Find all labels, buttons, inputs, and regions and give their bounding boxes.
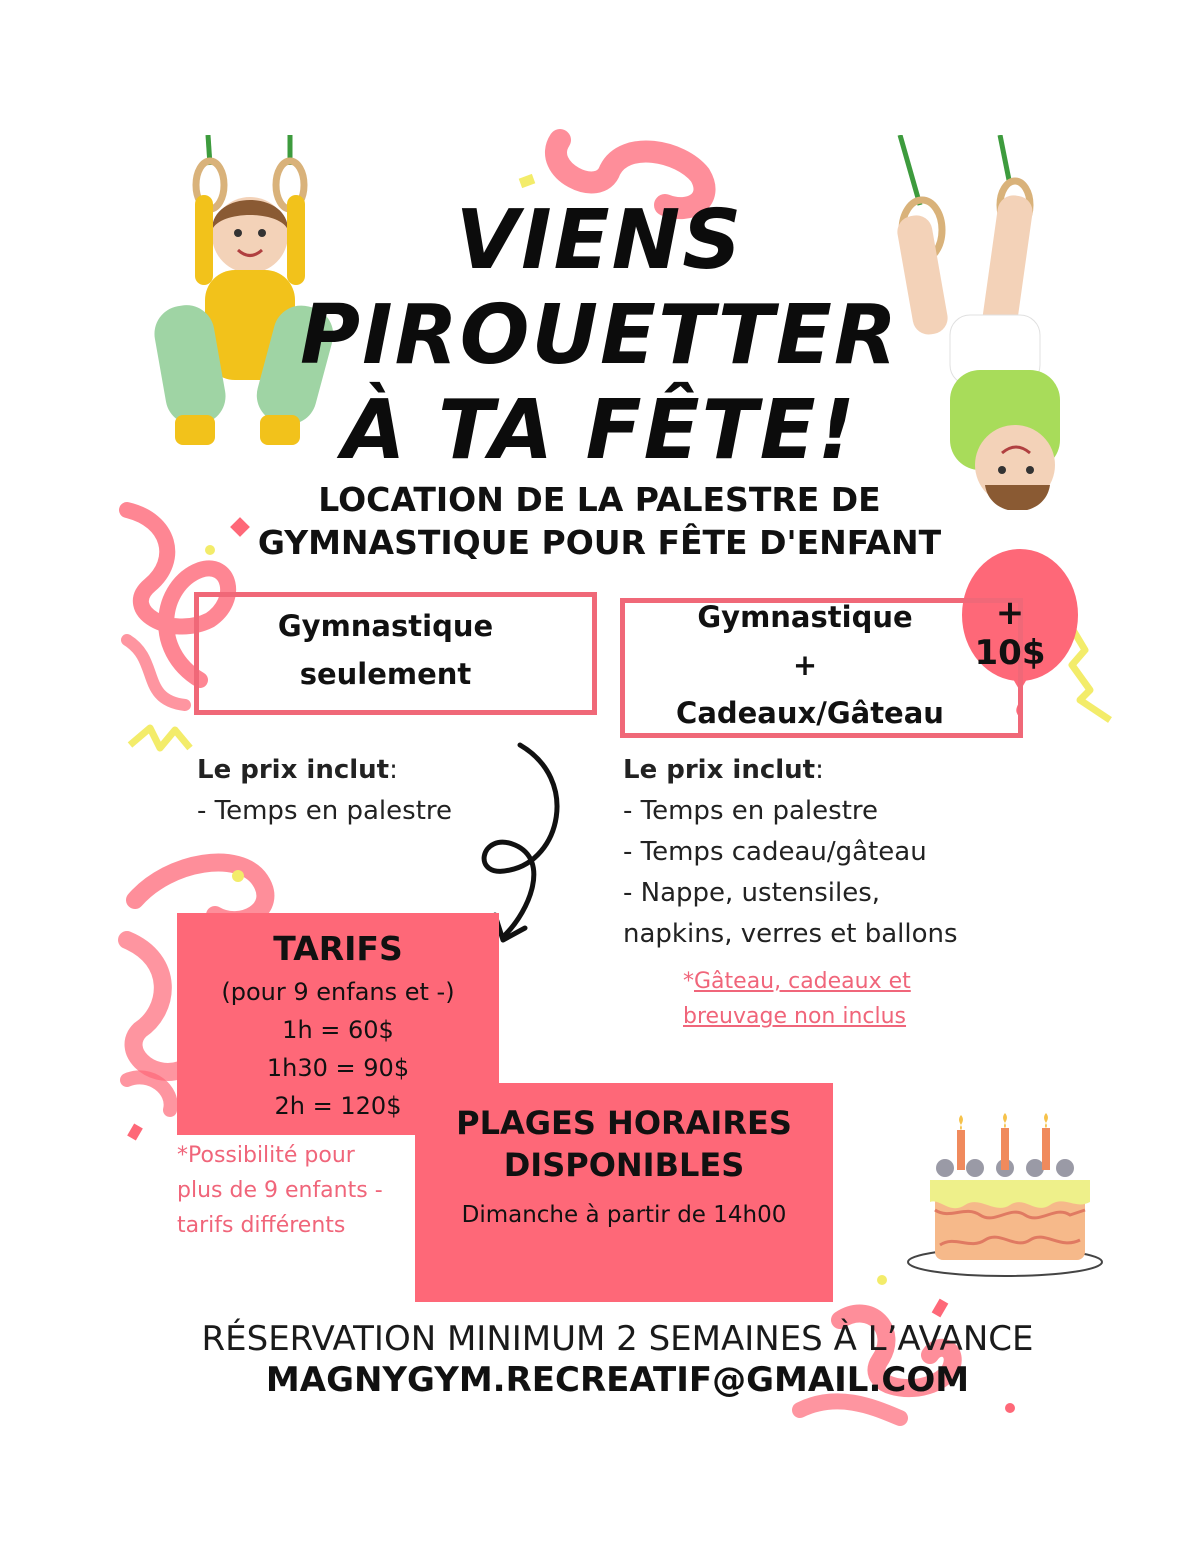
headline-line-2: PIROUETTER — [300, 288, 899, 383]
option-1-line-1: Gymnastique — [277, 609, 494, 643]
headline-line-1: VIENS — [455, 193, 744, 288]
tarifs-note-line: plus de 9 enfants - — [177, 1178, 383, 1203]
option-2-line-3: Cadeaux/Gâteau — [676, 696, 944, 730]
birthday-cake-illustration — [905, 1110, 1105, 1280]
ribbon-left-mid — [135, 863, 265, 921]
tarif-rate: 1h30 = 90$ — [266, 1054, 410, 1082]
time-slots-heading-2: DISPONIBLES — [503, 1146, 745, 1184]
tarifs-subheading: (pour 9 enfans et -) — [221, 978, 455, 1006]
confetti-4 — [127, 1123, 143, 1140]
confetti-5 — [877, 1275, 887, 1285]
reservation-notice: RÉSERVATION MINIMUM 2 SEMAINES À L’AVANCE — [201, 1319, 1034, 1359]
time-slots-detail: Dimanche à partir de 14h00 — [461, 1202, 787, 1228]
option-2-include-item: - Temps en palestre — [623, 796, 878, 826]
option-2-includes-colon: : — [815, 755, 824, 785]
option-1-include-item: - Temps en palestre — [197, 796, 452, 826]
contact-email: MAGNYGYM.RECREATIF@GMAIL.COM — [265, 1360, 970, 1400]
tarif-rate: 1h = 60$ — [282, 1016, 394, 1044]
tarifs-heading: TARIFS — [273, 929, 403, 968]
option-2-include-item: napkins, verres et ballons — [623, 919, 958, 949]
option-2-includes — [623, 750, 1003, 955]
ribbon-bottom-2 — [800, 1401, 900, 1418]
option-2-extra-price: + 10$ — [974, 593, 1046, 673]
option-2-include-item: - Nappe, ustensiles, — [623, 878, 881, 908]
tarif-rate: 2h = 120$ — [274, 1092, 402, 1120]
subtitle-line-2: GYMNASTIQUE POUR FÊTE D'ENFANT — [257, 523, 942, 562]
time-slots-content — [415, 1102, 833, 1232]
note-star: * — [683, 969, 694, 994]
subtitle-line-1: LOCATION DE LA PALESTRE DE — [318, 480, 881, 519]
option-2-line-1: Gymnastique — [697, 600, 913, 634]
confetti-6 — [932, 1299, 949, 1318]
confetti-7 — [1005, 1403, 1015, 1413]
confetti-8 — [232, 870, 244, 882]
option-2-plus: + — [792, 648, 818, 682]
option-1-line-2: seulement — [299, 657, 472, 691]
tarifs-note-line: *Possibilité pour — [177, 1143, 355, 1168]
ribbon-left-low — [127, 940, 180, 1072]
time-slots-heading-1: PLAGES HORAIRES — [456, 1104, 792, 1142]
zigzag-left — [130, 728, 190, 748]
ribbon-tarif — [127, 1077, 171, 1110]
option-1-includes — [197, 750, 517, 832]
note-line-2: breuvage non inclus — [683, 1004, 907, 1029]
tarifs-note-line: tarifs différents — [177, 1213, 346, 1238]
option-1-includes-heading: Le prix inclut — [197, 755, 390, 785]
option-2-exclusion-note — [683, 964, 943, 1034]
option-2-include-item: - Temps cadeau/gâteau — [623, 837, 927, 867]
note-line-1: Gâteau, cadeaux et — [694, 969, 911, 994]
confetti-1 — [519, 174, 536, 188]
option-1-includes-colon: : — [389, 755, 398, 785]
tarifs-note — [177, 1138, 417, 1243]
option-2-includes-heading: Le prix inclut — [623, 755, 816, 785]
headline-line-3: À TA FÊTE! — [342, 383, 857, 478]
